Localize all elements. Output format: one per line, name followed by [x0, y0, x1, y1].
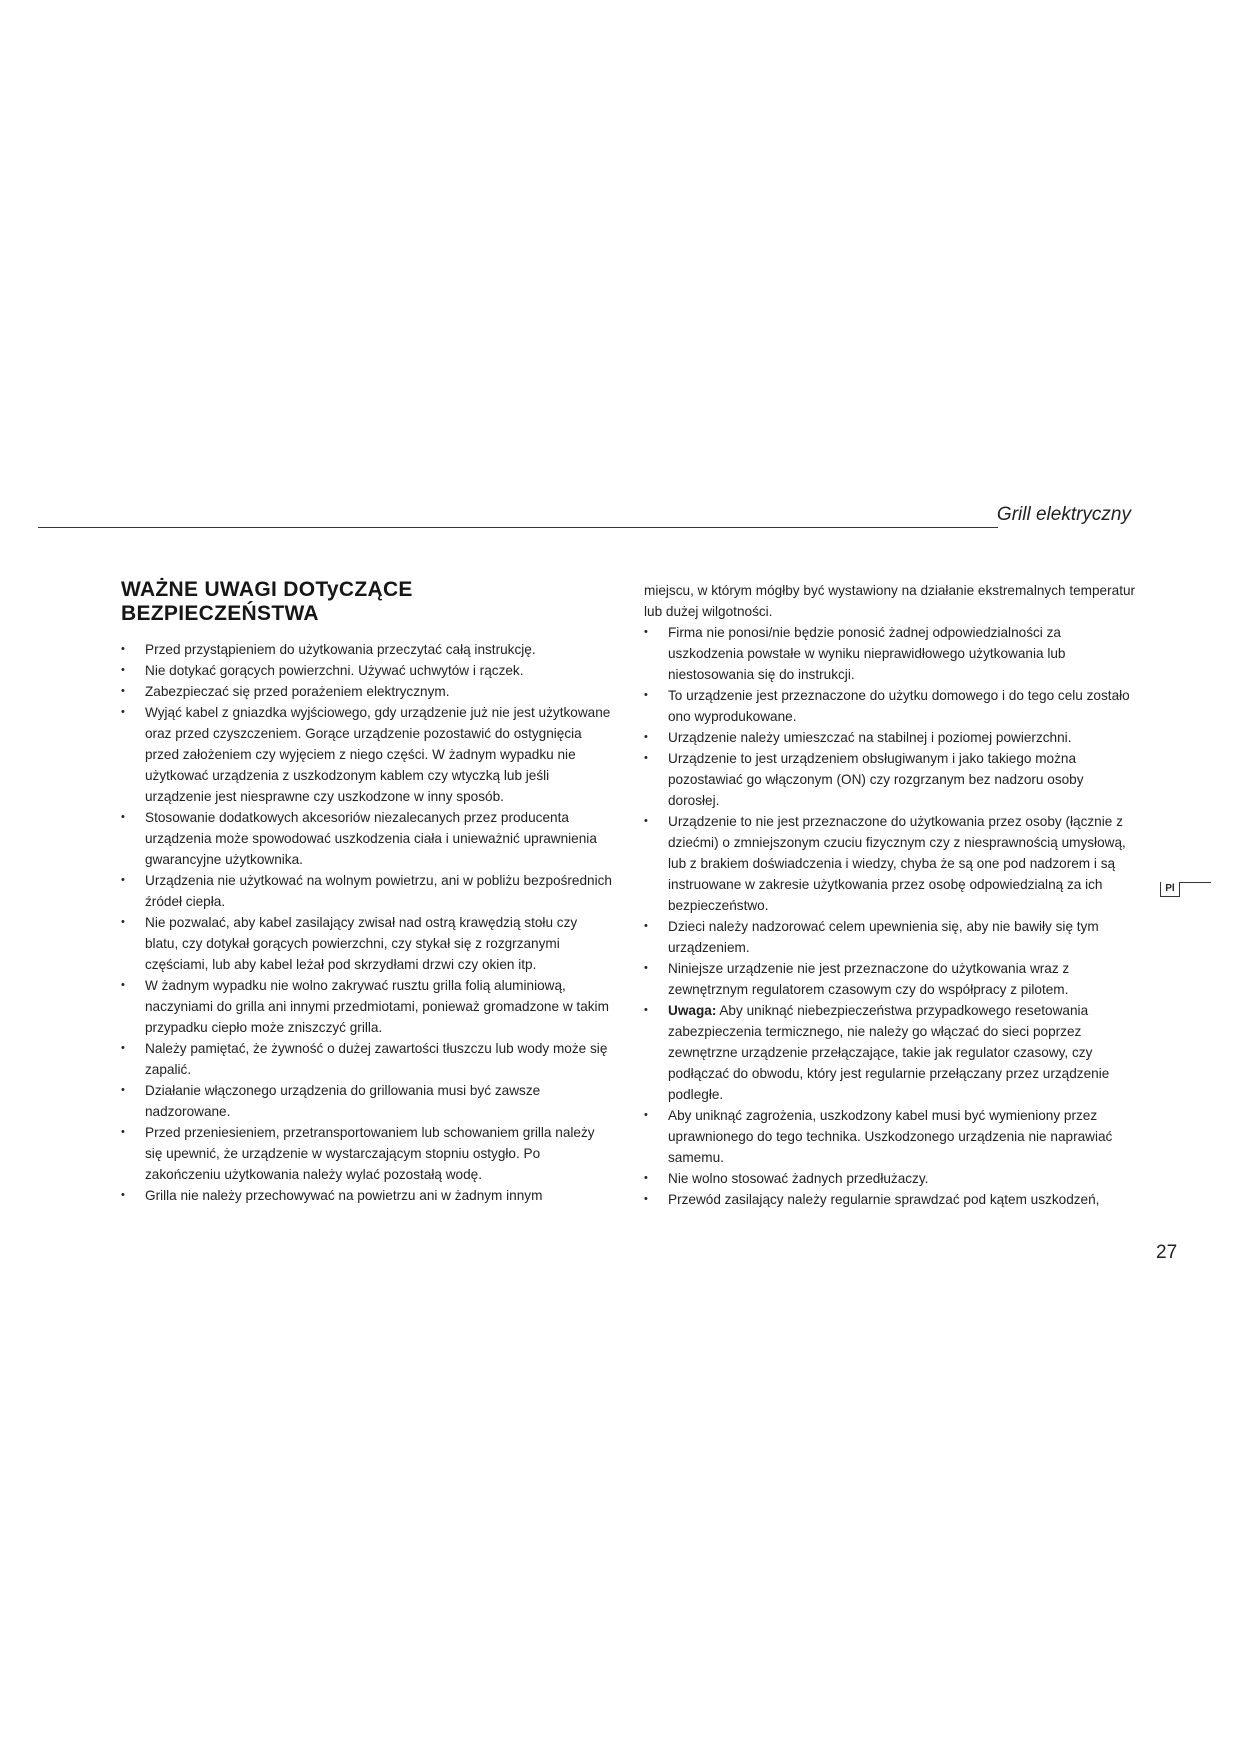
- page-number: 27: [1156, 1242, 1178, 1263]
- language-tab-line: [1179, 882, 1211, 883]
- list-item: • Przewód zasilający należy regularnie sprawdzać pod kątem uszkodzeń,: [644, 1189, 1136, 1210]
- list-item: • W żadnym wypadku nie wolno zakrywać rusztu grilla folią aluminiową, naczyniami do grilla ani innymi przedmiotami, ponieważ gromadzone w takim przypadku ciepło może zniszczyć grilla.: [121, 975, 613, 1038]
- right-column: [644, 580, 1136, 1210]
- list-item: • Nie wolno stosować żadnych przedłużaczy.: [644, 1168, 1136, 1189]
- left-column: [121, 578, 613, 1206]
- list-item: • Dzieci należy nadzorować celem upewnienia się, aby nie bawiły się tym urządzeniem.: [644, 916, 1136, 958]
- list-item: • Grilla nie należy przechowywać na powietrzu ani w żadnym innym: [121, 1185, 613, 1206]
- list-item: • Stosowanie dodatkowych akcesoriów niezalecanych przez producenta urządzenia może spowodować uszkodzenia ciała i unieważnić uprawnienia gwarancyjne użytkownika.: [121, 807, 613, 870]
- safety-list-left: [121, 639, 613, 1206]
- list-item: • Urządzenie należy umieszczać na stabilnej i poziomej powierzchni.: [644, 727, 1136, 748]
- list-item: • Działanie włączonego urządzenia do grillowania musi być zawsze nadzorowane.: [121, 1080, 613, 1122]
- list-item: • Aby uniknąć zagrożenia, uszkodzony kabel musi być wymieniony przez uprawnionego do tego technika. Uszkodzonego urządzenia nie naprawiać samemu.: [644, 1105, 1136, 1168]
- list-item: • Przed przeniesieniem, przetransportowaniem lub schowaniem grilla należy się upewnić, że urządzenie w wystarczającym stopniu ostygło. Po zakończeniu użytkowania należy wylać pozostałą wodę.: [121, 1122, 613, 1185]
- list-item-continuation: miejscu, w którym mógłby być wystawiony na działanie ekstremalnych temperatur lub dużej wilgotności.: [644, 583, 1136, 619]
- header-rule: [38, 527, 998, 528]
- list-item: • Nie dotykać gorących powierzchni. Używać uchwytów i rączek.: [121, 660, 613, 681]
- section-heading: WAŻNE UWAGI DOTyCZĄCE BEZPIECZEŃSTWA: [121, 578, 413, 625]
- list-item: • Należy pamiętać, że żywność o dużej zawartości tłuszczu lub wody może się zapalić.: [121, 1038, 613, 1080]
- list-item: • Niniejsze urządzenie nie jest przeznaczone do użytkowania wraz z zewnętrznym regulatorem czasowym czy do współpracy z pilotem.: [644, 958, 1136, 1000]
- list-item: • To urządzenie jest przeznaczone do użytku domowego i do tego celu zostało ono wyprodukowane.: [644, 685, 1136, 727]
- list-item: • Nie pozwalać, aby kabel zasilający zwisał nad ostrą krawędzią stołu czy blatu, czy dotykał gorących powierzchni, czy stykał się z rozgrzanymi częściami, lub aby kabel leżał pod skrzydłami drzwi czy okien itp.: [121, 912, 613, 975]
- language-tab-label: Pl: [1160, 882, 1180, 897]
- list-item: • Zabezpieczać się przed porażeniem elektrycznym.: [121, 681, 613, 702]
- note-text: Aby uniknąć niebezpieczeństwa przypadkowego resetowania zabezpieczenia termicznego, nie należy go włączać do sieci poprzez zewnętrzne urządzenie przełączające, takie jak regulator czasowy, czy podłączać do obwodu, który jest regularnie przełączany przez urządzenie podległe.: [668, 1003, 1110, 1102]
- list-item: • Wyjąć kabel z gniazdka wyjściowego, gdy urządzenie już nie jest użytkowane oraz przed czyszczeniem. Gorące urządzenie pozostawić do ostygnięcia przed założeniem czy wyjęciem z niego części. W żadnym wypadku nie użytkować urządzenia z uszkodzonym kablem czy wtyczką lub jeśli urządzenie jest niesprawne czy uszkodzone w inny sposób.: [121, 702, 613, 807]
- safety-list-right: [644, 580, 1136, 1210]
- note-label: Uwaga:: [668, 1003, 717, 1018]
- header-title: Grill elektryczny: [996, 504, 1131, 525]
- list-item-note: [644, 1000, 1136, 1105]
- list-item: • Urządzenia nie użytkować na wolnym powietrzu, ani w pobliżu bezpośrednich źródeł ciepła.: [121, 870, 613, 912]
- list-item: • Urządzenie to jest urządzeniem obsługiwanym i jako takiego można pozostawiać go włączonym (ON) czy rozgrzanym bez nadzoru osoby dorosłej.: [644, 748, 1136, 811]
- language-tab: [1160, 882, 1211, 898]
- list-item: • Przed przystąpieniem do użytkowania przeczytać całą instrukcję.: [121, 639, 613, 660]
- list-item: • Urządzenie to nie jest przeznaczone do użytkowania przez osoby (łącznie z dziećmi) o zmniejszonym czuciu fizycznym czy z niesprawnością umysłową, lub z brakiem doświadczenia i wiedzy, chyba że są one pod nadzorem i są instruowane w zakresie użytkowania przez osobę odpowiedzialną za ich bezpieczeństwo.: [644, 811, 1136, 916]
- list-item: • Firma nie ponosi/nie będzie ponosić żadnej odpowiedzialności za uszkodzenia powstałe w wyniku nieprawidłowego użytkowania lub niestosowania się do instrukcji.: [644, 622, 1136, 685]
